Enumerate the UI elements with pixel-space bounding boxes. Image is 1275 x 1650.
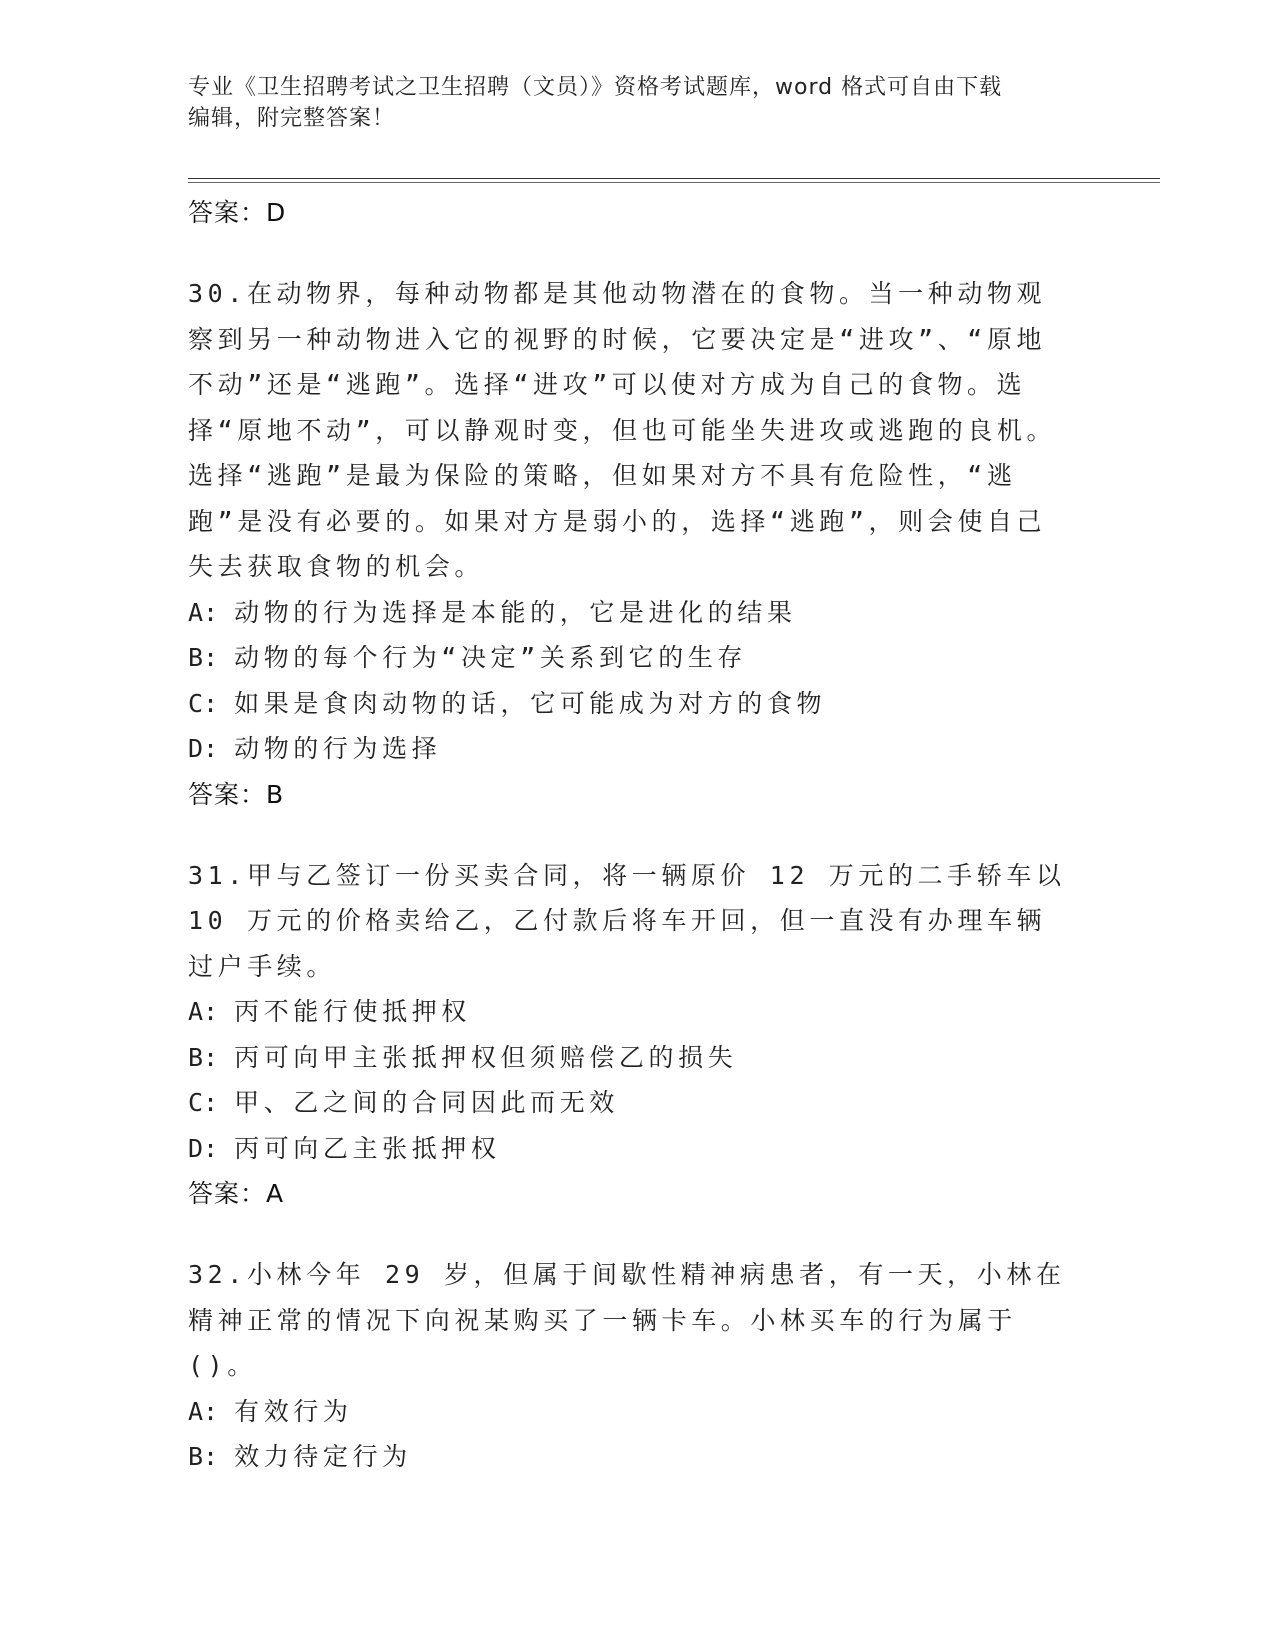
option-key: B: [188, 643, 219, 672]
header-line-1: 专业《卫生招聘考试之卫生招聘（文员）》资格考试题库，word 格式可自由下载 [188, 75, 1003, 100]
question-text: 30.在动物界，每种动物都是其他动物潜在的食物。当一种动物观察到另一种动物进入它的视野的时候，它要决定是“进攻”、“原地不动”还是“逃跑”。选择“进攻”可以使对方成为自己的食物。选择“原地不动”，可以静观时变，但也可能坐失进攻或逃跑的良机。选择“逃跑”是最为保险的策略，但如果对方不具有危险性，“逃跑”是没有必要的。如果对方是弱小的，选择“逃跑”，则会使自己失去获取食物的机会。 [188, 279, 1057, 581]
question-block [188, 1252, 1068, 1480]
option-d [188, 726, 1068, 772]
answer-line: 答案：A [188, 1179, 285, 1208]
document-page [188, 0, 1160, 1650]
option-c [188, 1080, 1068, 1126]
document-body [188, 190, 1068, 1480]
option-key: A: [188, 1396, 219, 1426]
option-key: A: [188, 597, 219, 627]
question-text: 31.甲与乙签订一份买卖合同，将一辆原价 12 万元的二手轿车以 10 万元的价格卖给乙，乙付款后将车开回，但一直没有办理车辆过户手续。 [188, 860, 1066, 981]
option-text: 动物的行为选择是本能的，它是进化的结果 [234, 597, 797, 627]
option-text: 丙可向乙主张抵押权 [234, 1133, 501, 1163]
option-text: 甲、乙之间的合同因此而无效 [234, 1088, 619, 1117]
option-key: A: [188, 997, 219, 1026]
question-block [188, 271, 1068, 817]
option-a [188, 1389, 1068, 1435]
header-divider-top [188, 178, 1160, 179]
option-text: 丙不能行使抵押权 [234, 997, 471, 1026]
option-text: 效力待定行为 [234, 1442, 412, 1471]
answer-line: 答案：B [188, 779, 285, 809]
option-text: 有效行为 [234, 1396, 353, 1426]
option-b [188, 1434, 1068, 1480]
document-header [188, 72, 1088, 134]
header-divider-bottom [188, 182, 1160, 183]
option-a [188, 590, 1068, 636]
question-block [188, 853, 1068, 1217]
option-b [188, 1035, 1068, 1081]
option-a [188, 989, 1068, 1035]
option-key: C: [188, 688, 219, 718]
option-c [188, 681, 1068, 727]
option-key: B: [188, 1442, 219, 1471]
option-text: 丙可向甲主张抵押权但须赔偿乙的损失 [234, 1042, 738, 1072]
option-text: 动物的每个行为“决定”关系到它的生存 [234, 643, 748, 672]
option-key: D: [188, 734, 219, 763]
option-key: C: [188, 1088, 219, 1117]
header-line-2: 编辑，附完整答案！ [188, 106, 396, 131]
option-key: D: [188, 1133, 219, 1163]
option-d [188, 1126, 1068, 1172]
option-key: B: [188, 1042, 219, 1072]
option-text: 动物的行为选择 [234, 734, 442, 763]
option-text: 如果是食肉动物的话，它可能成为对方的食物 [234, 688, 827, 718]
answer-line: 答案：D [188, 198, 287, 227]
question-text: 32.小林今年 29 岁，但属于间歇性精神病患者，有一天，小林在精神正常的情况下向祝某购买了一辆卡车。小林买车的行为属于()。 [188, 1260, 1066, 1380]
option-b [188, 635, 1068, 681]
